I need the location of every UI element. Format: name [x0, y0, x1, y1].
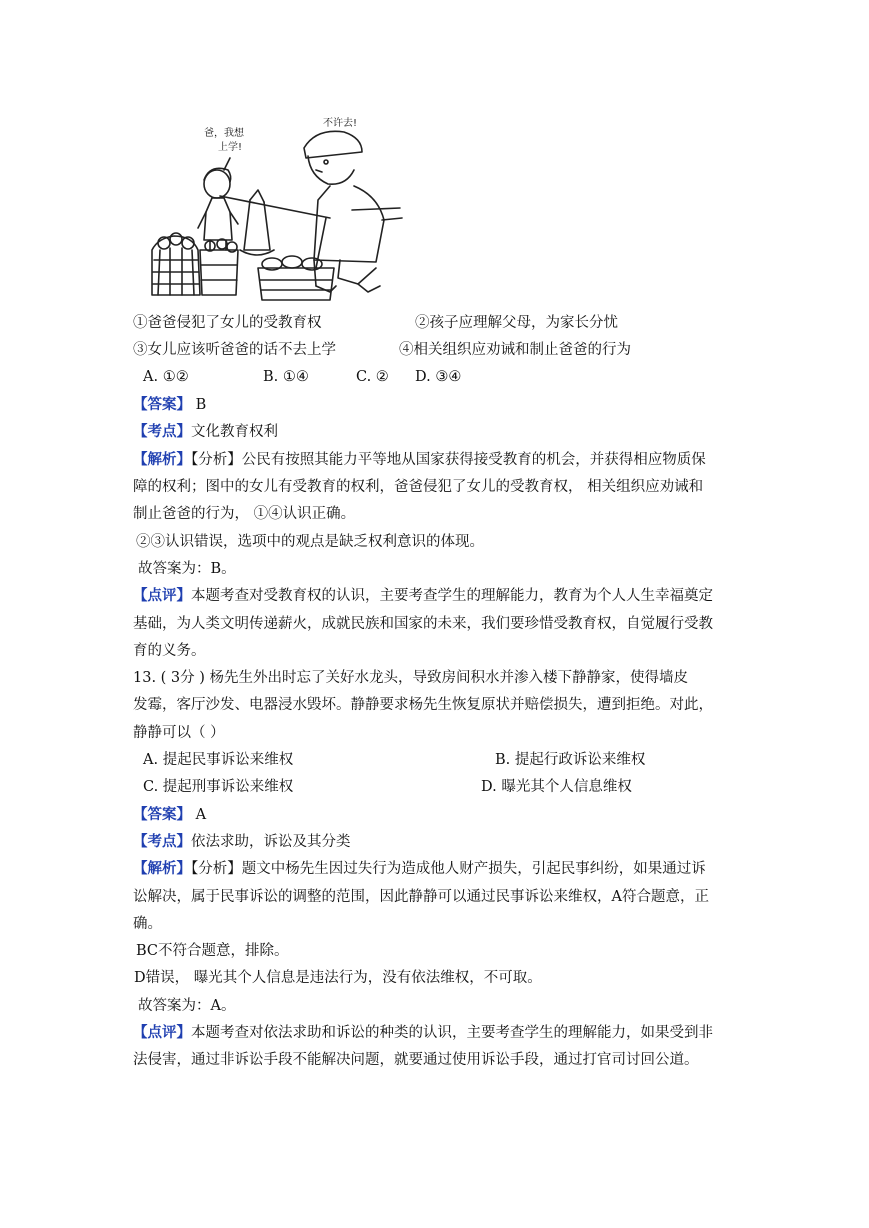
analysis-text: 【分析】公民有按照其能力平等地从国家获得接受教育的机会，并获得相应物质保	[191, 452, 706, 468]
girl-speech-line1: 爸，我想	[204, 128, 244, 139]
q12-point	[133, 422, 743, 442]
point-value: 文化教育权利	[191, 424, 278, 440]
girl-speech-line2: 上学!	[217, 142, 243, 153]
point-label: 【考点】	[133, 423, 191, 440]
analysis-label: 【解析】	[133, 451, 191, 468]
q12-option-b: B. ①④	[263, 369, 309, 385]
q12-statements-row2	[133, 340, 743, 360]
answer-label: 【答案】	[133, 396, 191, 413]
comment-label: 【点评】	[133, 1024, 191, 1041]
q13-option-c: C. 提起刑事诉讼来维权	[143, 779, 294, 795]
q13-option-d: D. 曝光其个人信息维权	[481, 779, 632, 795]
q12-option-c: C. ②	[356, 369, 389, 385]
answer-value: B	[195, 397, 207, 413]
father-speech: 不许去!	[322, 118, 358, 129]
q12-analysis-line2: 障的权利；图中的女儿有受教育的权利，爸爸侵犯了女儿的受教育权， 相关组织应劝诫和	[133, 479, 704, 495]
comment-text: 本题考查对受教育权的认识，主要考查学生的理解能力，教育为个人人生幸福奠定	[191, 588, 713, 604]
q13-comment-line2: 法侵害，通过非诉讼手段不能解决问题，就要通过使用诉讼手段，通过打官司讨回公道。	[133, 1052, 699, 1068]
q13-stem-line1: 13. ( 3分 ) 杨先生外出时忘了关好水龙头，导致房间积水并渗入楼下静静家，使得墙皮	[133, 670, 689, 686]
comment-label: 【点评】	[133, 587, 191, 604]
q13-analysis-line2: 讼解决，属于民事诉讼的调整的范围，因此静静可以通过民事诉讼来维权，A符合题意，正	[133, 889, 709, 905]
comment-text: 本题考查对依法求助和诉讼的种类的认识，主要考查学生的理解能力，如果受到非	[191, 1025, 713, 1041]
statement-3: ③女儿应该听爸爸的话不去上学	[133, 342, 336, 358]
q13-stem-line3: 静静可以（ ）	[133, 725, 225, 741]
q13-analysis-line6: 故答案为：A。	[138, 998, 236, 1014]
statement-2: ②孩子应理解父母，为家长分忧	[415, 315, 618, 331]
statement-1: ①爸爸侵犯了女儿的受教育权	[133, 315, 322, 331]
q12-analysis-line1	[133, 450, 743, 470]
analysis-text: 【分析】题文中杨先生因过失行为造成他人财产损失，引起民事纠纷，如果通过诉	[191, 861, 706, 877]
q12-answer	[133, 395, 743, 415]
q13-answer	[133, 805, 743, 825]
answer-value: A	[195, 807, 207, 823]
point-value: 依法求助，诉讼及其分类	[191, 834, 351, 850]
q13-analysis-line4: BC不符合题意，排除。	[136, 943, 289, 959]
analysis-label: 【解析】	[133, 860, 191, 877]
q13-option-b: B. 提起行政诉讼来维权	[495, 752, 646, 768]
q12-option-d: D. ③④	[415, 369, 462, 385]
q13-analysis-line5: D错误， 曝光其个人信息是违法行为，没有依法维权，不可取。	[134, 970, 542, 986]
q13-option-a: A. 提起民事诉讼来维权	[143, 752, 294, 768]
cartoon-illustration	[140, 100, 430, 305]
point-label: 【考点】	[133, 833, 191, 850]
q12-analysis-line3: 制止爸爸的行为， ①④认识正确。	[133, 506, 356, 522]
q13-comment-line1	[133, 1023, 743, 1043]
answer-label: 【答案】	[133, 806, 191, 823]
q13-analysis-line1	[133, 859, 743, 879]
statement-4: ④相关组织应劝诫和制止爸爸的行为	[399, 342, 631, 358]
q13-analysis-line3: 确。	[133, 916, 162, 932]
q13-point	[133, 832, 743, 852]
q12-comment-line2: 基础，为人类文明传递薪火，成就民族和国家的未来，我们要珍惜受教育权，自觉履行受教	[133, 616, 713, 632]
q12-comment-line3: 育的义务。	[133, 643, 206, 659]
q13-stem-line2: 发霉，客厅沙发、电器浸水毁坏。静静要求杨先生恢复原状并赔偿损失，遭到拒绝。对此，	[133, 697, 713, 713]
q12-analysis-line5: 故答案为：B。	[138, 561, 236, 577]
q12-option-a: A. ①②	[143, 369, 189, 385]
q12-comment-line1	[133, 586, 743, 606]
q12-statements-row1	[133, 313, 743, 333]
q12-analysis-line4: ②③认识错误，选项中的观点是缺乏权利意识的体现。	[136, 534, 484, 550]
